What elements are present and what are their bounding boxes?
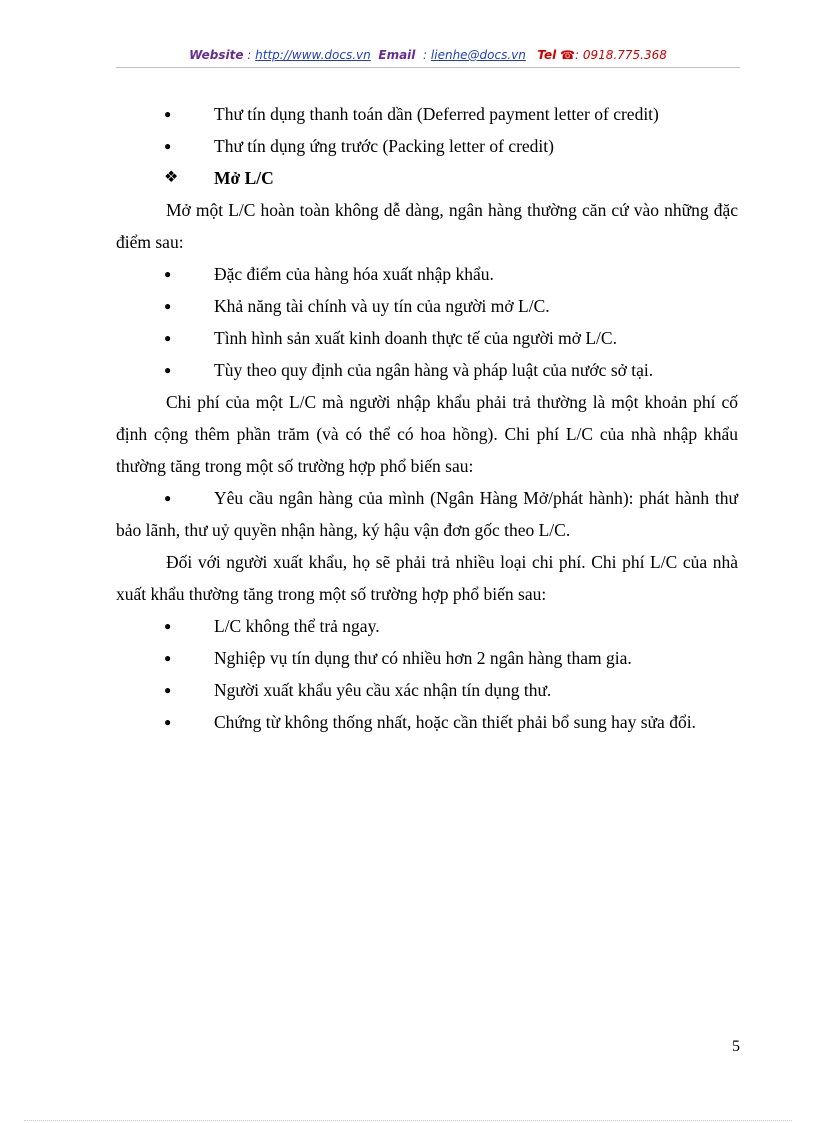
paragraph: Chi phí của một L/C mà người nhập khẩu phải trả thường là một khoản phí cố định cộng thêm phần trăm (và có thể có hoa hồng). Chi phí L/C của nhà nhập khẩu thường tăng trong một số trường hợp phổ biến sau: (116, 392, 738, 476)
list-item-text: Nghiệp vụ tín dụng thư có nhiều hơn 2 ngân hàng tham gia. (214, 648, 632, 668)
list-item-text: Người xuất khẩu yêu cầu xác nhận tín dụng thư. (214, 680, 552, 700)
bullet-icon: ● (164, 491, 172, 505)
list-item (116, 674, 738, 706)
website-link[interactable]: http://www.docs.vn (255, 48, 371, 62)
bullet-icon: ● (164, 331, 172, 345)
email-label: Email (378, 48, 416, 62)
bullet-icon: ● (164, 267, 172, 281)
section-heading (116, 162, 738, 194)
document-body (116, 98, 738, 738)
section-heading-text: Mở L/C (214, 168, 274, 188)
list-item (116, 290, 738, 322)
list-item (116, 482, 738, 546)
tel-value: : 0918.775.368 (575, 48, 667, 62)
list-item-text: Chứng từ không thống nhất, hoặc cần thiết phải bổ sung hay sửa đổi. (214, 712, 696, 732)
list-item (116, 706, 738, 738)
list-item-text: Thư tín dụng thanh toán dần (Deferred payment letter of credit) (214, 104, 659, 124)
bullet-icon: ● (164, 139, 172, 153)
header-divider (116, 67, 740, 68)
list-item-text: Tùy theo quy định của ngân hàng và pháp luật của nước sở tại. (214, 360, 654, 380)
bullet-icon: ● (164, 107, 172, 121)
list-item (116, 98, 738, 130)
list-item-text: Đặc điểm của hàng hóa xuất nhập khẩu. (214, 264, 494, 284)
paragraph: Mở một L/C hoàn toàn không dễ dàng, ngân hàng thường căn cứ vào những đặc điểm sau: (116, 200, 738, 252)
list-item-text: Yêu cầu ngân hàng của mình (Ngân Hàng Mở/phát hành): phát hành thư bảo lãnh, thư uỷ quyền nhận hàng, ký hậu vận đơn gốc theo L/C. (116, 488, 738, 540)
list-item-text: Khả năng tài chính và uy tín của người mở L/C. (214, 296, 550, 316)
bullet-icon: ● (164, 299, 172, 313)
bullet-icon: ● (164, 619, 172, 633)
email-separator: : (419, 48, 431, 62)
list-item (116, 354, 738, 386)
list-item (116, 130, 738, 162)
page-header (116, 48, 740, 62)
phone-icon: ☎ (560, 48, 576, 62)
list-item (116, 642, 738, 674)
list-item-text: Thư tín dụng ứng trước (Packing letter of credit) (214, 136, 554, 156)
list-item-text: Tình hình sản xuất kinh doanh thực tế của người mở L/C. (214, 328, 617, 348)
page-number: 5 (732, 1038, 740, 1055)
list-item (116, 322, 738, 354)
list-item-text: L/C không thể trả ngay. (214, 616, 380, 636)
website-label: Website (189, 48, 244, 62)
diamond-bullet-icon: ❖ (164, 169, 179, 186)
bullet-icon: ● (164, 715, 172, 729)
website-separator: : (243, 48, 256, 62)
list-item (116, 258, 738, 290)
list-item (116, 610, 738, 642)
page-bottom-border (24, 1120, 792, 1121)
bullet-icon: ● (164, 651, 172, 665)
paragraph: Đối với người xuất khẩu, họ sẽ phải trả nhiều loại chi phí. Chi phí L/C của nhà xuất khẩu thường tăng trong một số trường hợp phổ biến sau: (116, 552, 738, 604)
email-link[interactable]: lienhe@docs.vn (430, 48, 526, 62)
tel-label: Tel (537, 48, 557, 62)
bullet-icon: ● (164, 683, 172, 697)
bullet-icon: ● (164, 363, 172, 377)
